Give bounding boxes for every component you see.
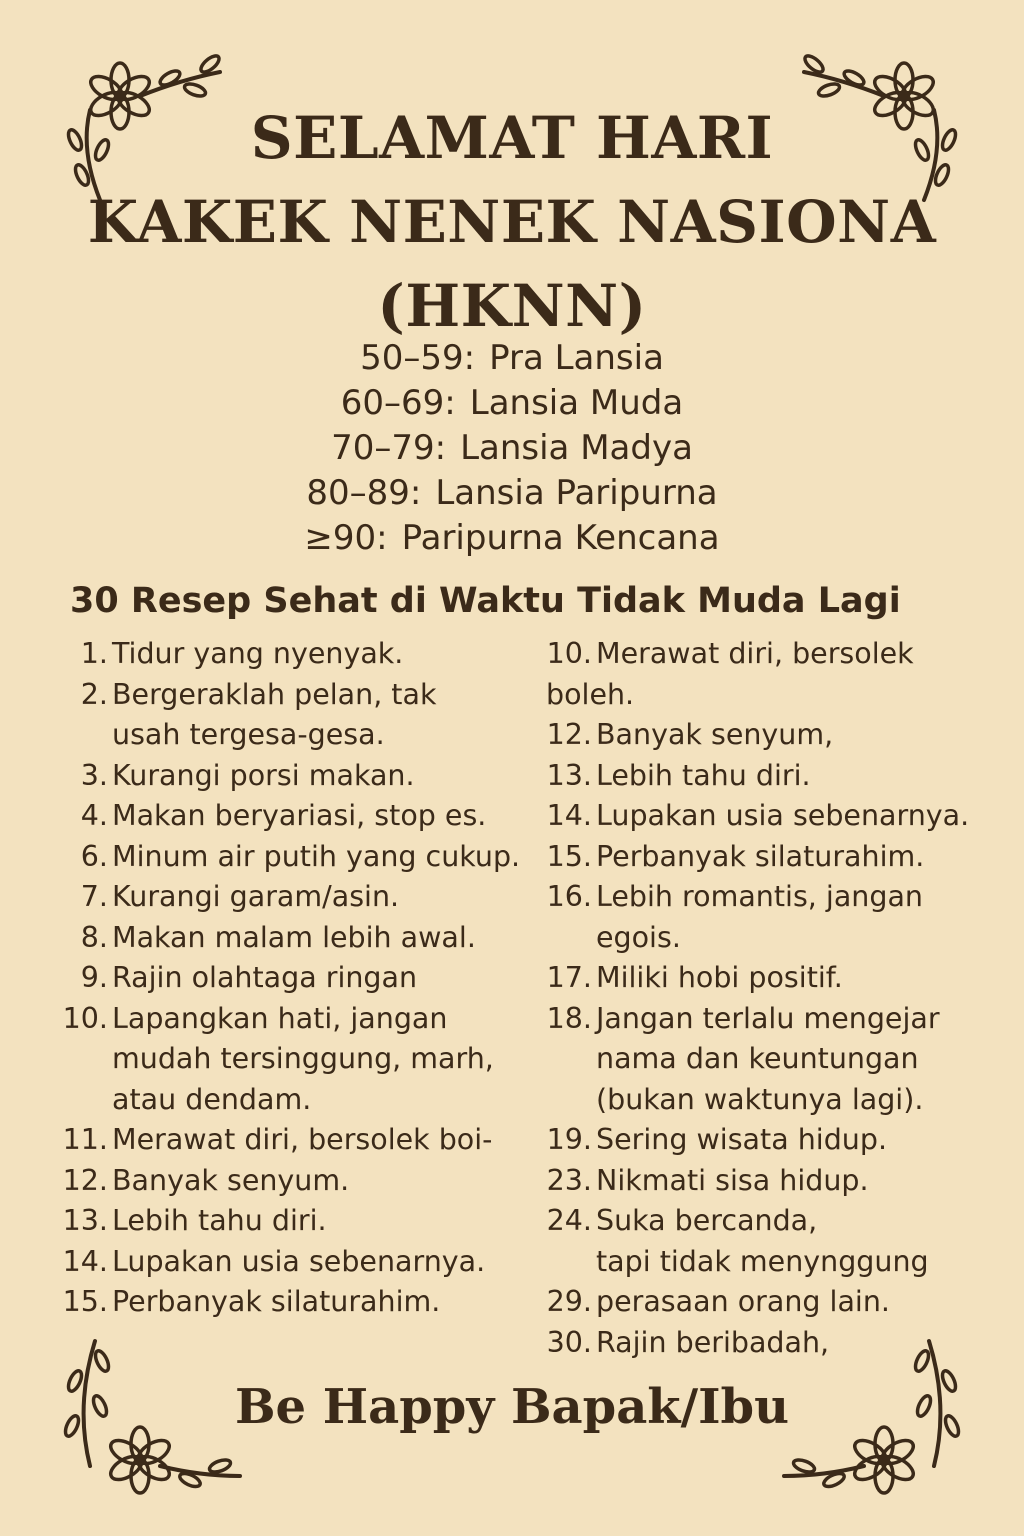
item-text: boleh. — [546, 677, 635, 711]
item-text: Bergeraklah pelan, tak — [112, 677, 437, 711]
list-item — [58, 999, 538, 1040]
age-label: Lansia Madya — [460, 428, 693, 468]
list-item — [58, 1039, 538, 1080]
item-text: Suka bercanda, — [596, 1204, 818, 1237]
item-number: 15. — [546, 839, 592, 873]
item-number: 19. — [546, 1123, 592, 1156]
item-number: 12. — [546, 718, 592, 751]
page-title — [0, 96, 1024, 348]
item-text: (bukan waktunya lagi). — [596, 1082, 924, 1116]
list-item — [58, 877, 538, 918]
age-label: Pra Lansia — [489, 338, 664, 378]
item-text: Lupakan usia sebenarnya. — [112, 1244, 486, 1278]
list-item — [58, 837, 538, 878]
list-item — [58, 918, 538, 959]
footer-greeting: Be Happy Bapak/Ibu — [234, 1379, 790, 1435]
item-text: Perbanyak silaturahim. — [596, 839, 925, 873]
age-label: Paripurna Kencana — [401, 518, 720, 558]
age-group-item — [0, 471, 1024, 516]
list-item — [58, 1201, 538, 1242]
list-item — [58, 1282, 538, 1323]
list-item — [58, 675, 538, 716]
item-number: 11. — [62, 1123, 108, 1156]
list-item — [542, 1120, 1012, 1161]
list-item — [58, 1161, 538, 1202]
list-item — [542, 796, 1012, 837]
item-text: Lapangkan hati, jangan — [112, 1001, 448, 1035]
item-text: Kurangi garam/asin. — [112, 880, 400, 913]
item-number: 17. — [546, 961, 592, 994]
item-text: Makan beryariasi, stop es. — [112, 799, 487, 832]
item-number: 16. — [546, 880, 592, 913]
list-item — [58, 796, 538, 837]
item-text: Miliki hobi positif. — [596, 961, 843, 994]
title-line-1: SELAMAT HARI — [250, 104, 774, 172]
title-line-2: KAKEK NENEK NASIONA — [87, 188, 937, 256]
item-number: 30. — [546, 1325, 592, 1359]
item-text: egois. — [596, 920, 681, 954]
list-item — [58, 1120, 538, 1161]
list-item — [542, 877, 1012, 918]
item-number: 3. — [80, 758, 108, 792]
item-text: perasaan orang lain. — [596, 1285, 890, 1318]
list-item — [542, 1080, 1012, 1121]
item-text: Banyak senyum, — [596, 718, 834, 751]
item-text: Nikmati sisa hidup. — [596, 1163, 869, 1197]
age-group-item — [0, 336, 1024, 381]
item-number: 12. — [62, 1163, 108, 1197]
list-item — [542, 1242, 1012, 1283]
age-range: 60–69: — [340, 383, 456, 423]
list-item — [58, 756, 538, 797]
list-item — [58, 1080, 538, 1121]
item-number: 6. — [80, 839, 108, 873]
age-range: 50–59: — [360, 338, 476, 378]
age-range: ≥90: — [304, 518, 388, 558]
age-group-item — [0, 426, 1024, 471]
age-label: Lansia Paripurna — [435, 473, 718, 513]
age-group-item — [0, 381, 1024, 426]
list-item — [58, 958, 538, 999]
age-group-item — [0, 516, 1024, 561]
item-text: atau dendam. — [112, 1082, 312, 1116]
age-group-list — [0, 336, 1024, 561]
item-text: Rajin olahtaga ringan — [112, 961, 418, 994]
item-number: 9. — [80, 961, 108, 994]
item-number: 14. — [546, 799, 592, 832]
item-text: Tidur yang nyenyak. — [112, 637, 404, 670]
list-item — [542, 837, 1012, 878]
item-text: Rajin beribadah, — [596, 1325, 830, 1359]
list-item — [542, 958, 1012, 999]
item-text: usah tergesa-gesa. — [112, 718, 385, 751]
item-number: 13. — [62, 1204, 108, 1237]
item-text: Banyak senyum. — [112, 1163, 350, 1197]
item-number: 2. — [80, 677, 108, 711]
list-item — [542, 634, 1012, 675]
item-text: Lupakan usia sebenarnya. — [596, 799, 970, 832]
item-text: Merawat diri, bersolek boi- — [112, 1123, 493, 1156]
item-text: Kurangi porsi makan. — [112, 758, 415, 792]
item-text: Lebih tahu diri. — [596, 758, 811, 792]
item-text: tapi tidak menynggung — [596, 1244, 929, 1278]
item-number: 10. — [62, 1001, 108, 1035]
item-number: 24. — [546, 1204, 592, 1237]
item-number: 8. — [80, 920, 108, 954]
item-text: Merawat diri, bersolek — [596, 637, 914, 670]
item-number: 1. — [80, 637, 108, 670]
age-label: Lansia Muda — [469, 383, 684, 423]
section-subtitle: 30 Resep Sehat di Waktu Tidak Muda Lagi — [70, 581, 901, 621]
item-number: 4. — [80, 799, 108, 832]
list-item — [58, 715, 538, 756]
title-line-3: (HKNN) — [377, 272, 647, 340]
age-range: 80–89: — [306, 473, 422, 513]
item-text: mudah tersinggung, marh, — [112, 1042, 494, 1075]
item-text: nama dan keuntungan — [596, 1042, 919, 1075]
item-number: 23. — [546, 1163, 592, 1197]
list-item — [542, 1039, 1012, 1080]
item-text: Makan malam lebih awal. — [112, 920, 476, 954]
item-number: 29. — [546, 1285, 592, 1318]
item-number: 13. — [546, 758, 592, 792]
item-text: Lebih tahu diri. — [112, 1204, 327, 1237]
item-text: Jangan terlalu mengejar — [596, 1001, 940, 1035]
list-item — [58, 634, 538, 675]
item-number: 15. — [62, 1285, 108, 1318]
item-number: 7. — [80, 880, 108, 913]
list-item — [542, 756, 1012, 797]
recipe-list-left — [58, 634, 538, 1323]
list-item — [542, 1282, 1012, 1323]
item-text: Lebih romantis, jangan — [596, 880, 923, 913]
item-number: 18. — [546, 1001, 592, 1035]
list-item — [542, 715, 1012, 756]
item-number: 14. — [62, 1244, 108, 1278]
list-item — [542, 1201, 1012, 1242]
list-item — [542, 999, 1012, 1040]
list-item — [542, 1323, 1012, 1364]
item-text: Minum air putih yang cukup. — [112, 839, 521, 873]
item-number: 10. — [546, 637, 592, 670]
recipe-list-right — [542, 634, 1012, 1363]
list-item — [542, 918, 1012, 959]
list-item — [58, 1242, 538, 1283]
item-text: Sering wisata hidup. — [596, 1123, 887, 1156]
list-item — [542, 675, 1012, 716]
list-item — [542, 1161, 1012, 1202]
item-text: Perbanyak silaturahim. — [112, 1285, 441, 1318]
age-range: 70–79: — [331, 428, 447, 468]
